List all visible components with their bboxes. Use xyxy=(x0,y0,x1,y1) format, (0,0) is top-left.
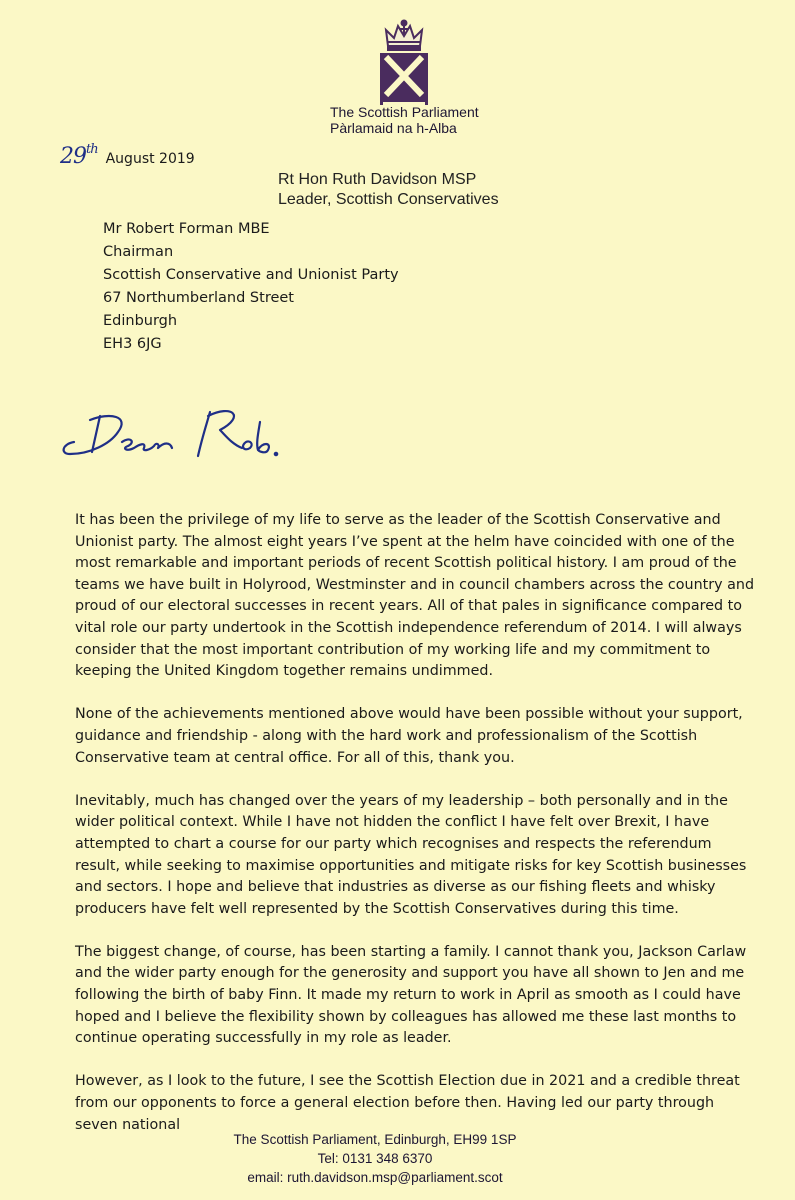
letterhead-name-gaelic: Pàrlamaid na h-Alba xyxy=(330,120,457,136)
typed-month-year: August 2019 xyxy=(105,151,195,167)
address-line: EH3 6JG xyxy=(103,336,162,352)
footer-address: The Scottish Parliament, Edinburgh, EH99 1SP xyxy=(233,1132,517,1147)
letterhead-name xyxy=(320,104,510,136)
body-paragraph: Inevitably, much has changed over the years of my leadership – both personally and in the wider political context. While I have not hidden the conflict I have felt over Brexit, I have attempted to chart a course for our party which recognises and respects the referendum result, while seeking to maximise opportunities and mitigate risks for key Scottish businesses and sectors. I hope and believe that industries as diverse as our fishing fleets and whisky producers have felt well represented by the Scottish Conservatives during this time. xyxy=(75,792,747,917)
body-paragraph: The biggest change, of course, has been starting a family. I cannot thank you, Jackson Carlaw and the wider party enough for the generosity and support you have all shown to Jen and me following the birth of baby Finn. It made my return to work in April as smooth as I could have hoped and I believe the flexibility shown by colleagues has allowed me these last months to continue operating successfully in my role as leader. xyxy=(75,943,747,1047)
footer-tel: Tel: 0131 348 6370 xyxy=(317,1151,433,1166)
letterhead-name-english: The Scottish Parliament xyxy=(330,104,479,120)
letter-date xyxy=(60,142,195,169)
handwritten-salutation xyxy=(60,402,300,482)
address-line: Edinburgh xyxy=(103,313,178,329)
address-line: 67 Northumberland Street xyxy=(103,290,294,306)
body-paragraph: However, as I look to the future, I see the Scottish Election due in 2021 and a credible threat from our opponents to force a general election before then. Having led our party through seven national xyxy=(75,1073,740,1133)
parliament-crest-icon xyxy=(372,16,436,108)
address-line: Mr Robert Forman MBE xyxy=(103,221,270,237)
recipient-address xyxy=(103,218,399,356)
body-paragraph: It has been the privilege of my life to serve as the leader of the Scottish Conservative and Unionist party. The almost eight years I’ve spent at the helm have coincided with one of the most remarkable and important periods of recent Scottish political history. I am proud of the teams we have built in Holyrood, Westminster and in council chambers across the country and proud of our electoral successes in recent years. All of that pales in significance compared to vital role our party undertook in the Scottish independence referendum of 2014. I will always consider that the most important contribution of my working life and my commitment to keeping the United Kingdom together remains undimmed. xyxy=(75,512,755,680)
body-paragraph: None of the achievements mentioned above would have been possible without your support, guidance and friendship - along with the hard work and professionalism of the Scottish Conservative team at central office. For all of this, thank you. xyxy=(75,706,743,766)
letter-footer xyxy=(210,1130,540,1187)
sender-name: Rt Hon Ruth Davidson MSP xyxy=(278,171,477,188)
address-line: Scottish Conservative and Unionist Party xyxy=(103,267,399,283)
letter-body xyxy=(75,510,755,1158)
address-line: Chairman xyxy=(103,244,174,260)
footer-email: email: ruth.davidson.msp@parliament.scot xyxy=(247,1170,503,1185)
sender-block xyxy=(278,170,499,210)
handwritten-day: 29th xyxy=(60,142,98,169)
sender-title: Leader, Scottish Conservatives xyxy=(278,191,499,208)
